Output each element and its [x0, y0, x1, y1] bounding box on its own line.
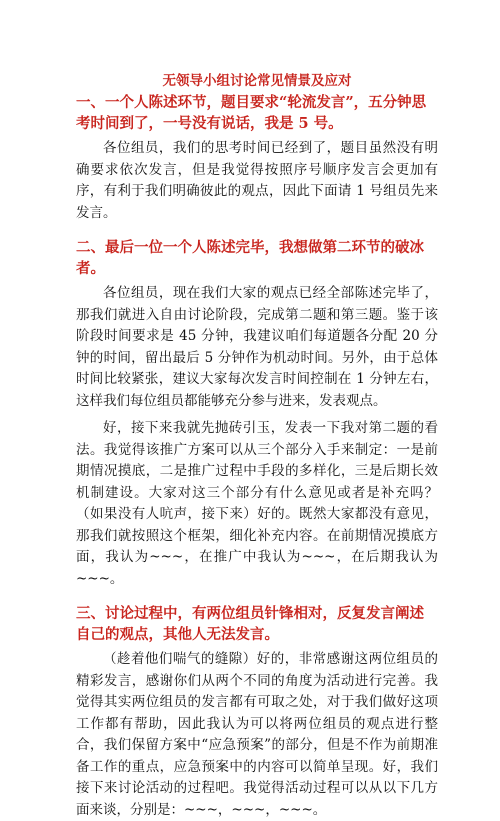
document-title: 无领导小组讨论常见情景及应对: [162, 73, 352, 89]
section-2-paragraph-1: 各位组员，现在我们大家的观点已经全部陈述完毕了，那我们就进入自由讨论阶段，完成第二题和第三题。鉴于该阶段时间要求是 45 分钟，我建议咱们每道题各分配 20 分钟的时间，留出最后 5 分钟作为机动时间。另外，由于总体时间比较紧张，建议大家每次发言时间控制在 1 分钟左右，这样我们每位组员都能够充分参与进来，发表观点。: [76, 285, 438, 409]
section-2-heading: 二、最后一位一个人陈述完毕，我想做第二环节的破冰者。: [76, 239, 424, 277]
section-3-paragraph: （趁着他们喘气的缝隙）好的，非常感谢这两位组员的精彩发言，感谢你们从两个不同的角度为活动进行完善。我觉得其实两位组员的发言都有可取之处，对于我们做好这项工作都有帮助，因此我认为可以将两位组员的观点进行整合，我们保留方案中“应急预案”的部分，但是不作为前期准备工作的重点，应急预案中的内容可以简单呈现。好，我们接下来讨论活动的过程吧。我觉得活动过程可以从以下几方面来谈，分别是：~~~，~~~，~~~。: [76, 651, 438, 818]
section-3-heading: 三、讨论过程中，有两位组员针锋相对，反复发言阐述自己的观点，其他人无法发言。: [76, 605, 424, 643]
section-1-heading: 一、一个人陈述环节，题目要求“轮流发言”，五分钟思考时间到了，一号没有说话，我是 5 号。: [76, 94, 427, 132]
section-1-paragraph: 各位组员，我们的思考时间已经到了，题目虽然没有明确要求依次发言，但是我觉得按照序号顺序发言会更加有序，有利于我们明确彼此的观点，因此下面请 1 号组员先来发言。: [76, 140, 438, 221]
section-2-paragraph-2: 好，接下来我就先抛砖引玉，发表一下我对第二题的看法。我觉得该推广方案可以从三个部分入手来制定：一是前期情况摸底，二是推广过程中手段的多样化，三是后期长效机制建设。大家对这三个部分有什么意见或者是补充吗？（如果没有人吭声，接下来）好的。既然大家都没有意见，那我们就按照这个框架，细化补充内容。在前期情况摸底方面，我认为~~~，在推广中我认为~~~，在后期我认为~~~。: [76, 420, 438, 587]
